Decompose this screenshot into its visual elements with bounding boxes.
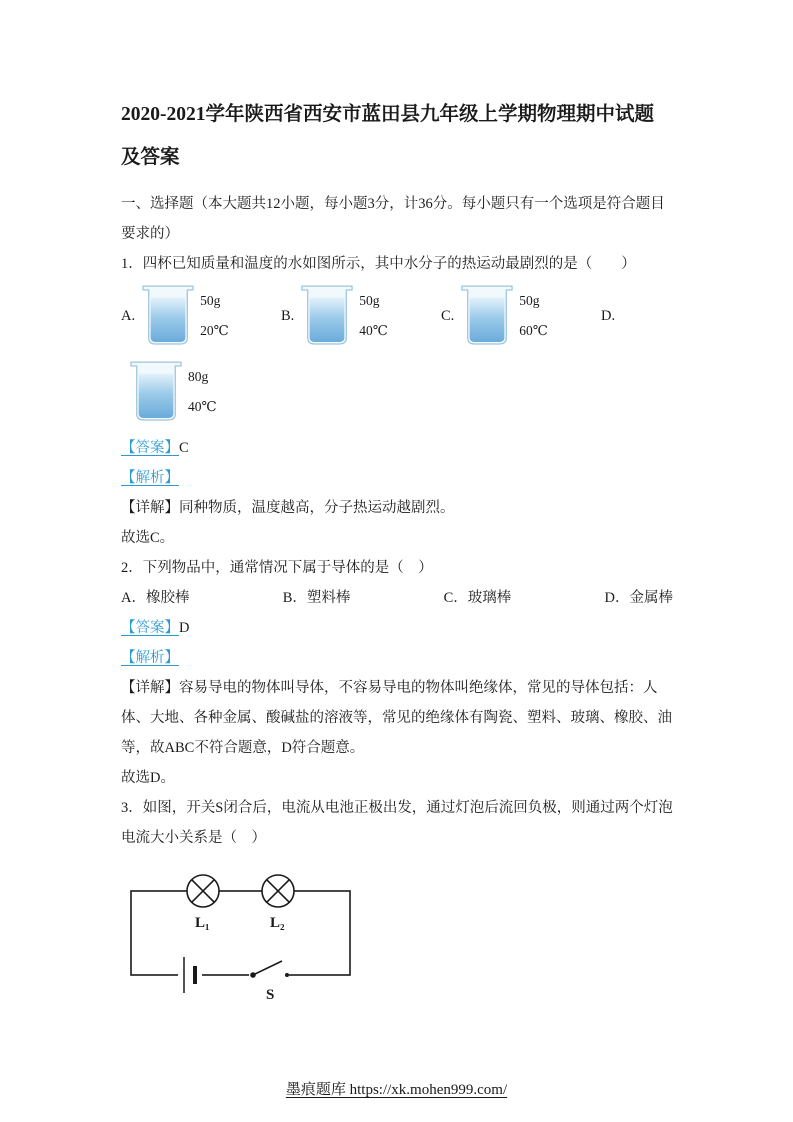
q2-option-d: D．金属棒 [604,590,673,606]
switch-label: S [266,987,275,1003]
analysis-label: 【解析】 [121,650,179,666]
lamp-1-label: L₁ [195,915,210,931]
footer-link[interactable]: 墨痕题库 https://xk.mohen999.com/ [285,1082,508,1098]
beaker-temp: 60℃ [519,323,548,338]
answer-label: 【答案】 [121,440,179,456]
answer-value: C [179,440,189,456]
beaker-icon [460,285,514,347]
q1-stem: 1．四杯已知质量和温度的水如图所示，其中水分子的热运动最剧烈的是（ ） [121,256,636,272]
detail-text: 容易导电的物体叫导体，不容易导电的物体叫绝缘体，常见的导体包括：人体、大地、各种金属、酸碱盐的溶液等，常见的绝缘体有陶瓷、塑料、玻璃、橡胶、油等，故ABC不符合题意，D符合题意。 [121,680,672,756]
circuit-diagram [123,863,358,1005]
q1-option-d-letter: D. [601,307,616,324]
q2-option-a: A．橡胶棒 [121,590,190,606]
beaker-temp: 40℃ [188,399,217,414]
q1-figure-row-2 [121,361,673,423]
beaker-icon [141,285,195,347]
q2-detail-line [121,673,673,763]
footer [0,1078,793,1099]
lamp-1-icon [187,875,219,907]
beaker-mass: 80g [188,369,209,384]
beaker-mass: 50g [519,293,540,308]
q2-stem: 2．下列物品中，通常情况下属于导体的是（ ） [121,560,433,576]
lamp-2-icon [262,875,294,907]
option-letter: A. [121,307,136,324]
page-title: 2020-2021学年陕西省西安市蓝田县九年级上学期物理期中试题及答案 [121,104,654,168]
q1-answer-line [121,433,673,463]
beaker-temp: 40℃ [359,323,388,338]
q1-option-c [441,285,601,347]
q3-stem: 3．如图，开关S闭合后，电流从电池正极出发，通过灯泡后流回负极，则通过两个灯泡电流大小关系是（ ） [121,800,673,846]
beaker-icon [129,361,183,423]
beaker-labels [200,293,229,339]
q1-figure-row-1 [121,285,673,347]
beaker-labels [188,369,217,415]
q2-option-b: B．塑料棒 [282,590,351,606]
answer-value: D [179,620,190,636]
beaker-labels [519,293,548,339]
option-letter: C. [441,307,455,324]
beaker-mass: 50g [359,293,380,308]
q2-options-row [121,583,673,613]
circuit-wire [131,891,350,975]
detail-label: 【详解】 [121,680,179,696]
q1-option-b [281,285,441,347]
lamp-2-label: L₂ [270,915,285,931]
answer-label: 【答案】 [121,620,179,636]
q1-option-a [121,285,281,347]
beaker-temp: 20℃ [200,323,229,338]
detail-label: 【详解】 [121,500,179,516]
beaker-labels [359,293,388,339]
section-header: 一、选择题（本大题共12小题，每小题3分，计36分。每小题只有一个选项是符合题目要求的） [121,196,665,242]
q2-option-c: C．玻璃棒 [443,590,512,606]
q2-answer-line [121,613,673,643]
q2-conclusion: 故选D。 [121,770,175,786]
q1-detail-line [121,493,673,523]
q1-analysis-line [121,463,673,493]
beaker-mass: 50g [200,293,221,308]
q2-analysis-line [121,643,673,673]
switch-icon [249,961,289,983]
analysis-label: 【解析】 [121,470,179,486]
q1-conclusion: 故选C。 [121,530,175,546]
beaker-icon [300,285,354,347]
q1-option-d [129,361,289,423]
q3-figure [123,863,673,1010]
battery-icon [178,957,202,993]
option-letter: B. [281,307,295,324]
detail-text: 同种物质，温度越高，分子热运动越剧烈。 [179,500,455,516]
